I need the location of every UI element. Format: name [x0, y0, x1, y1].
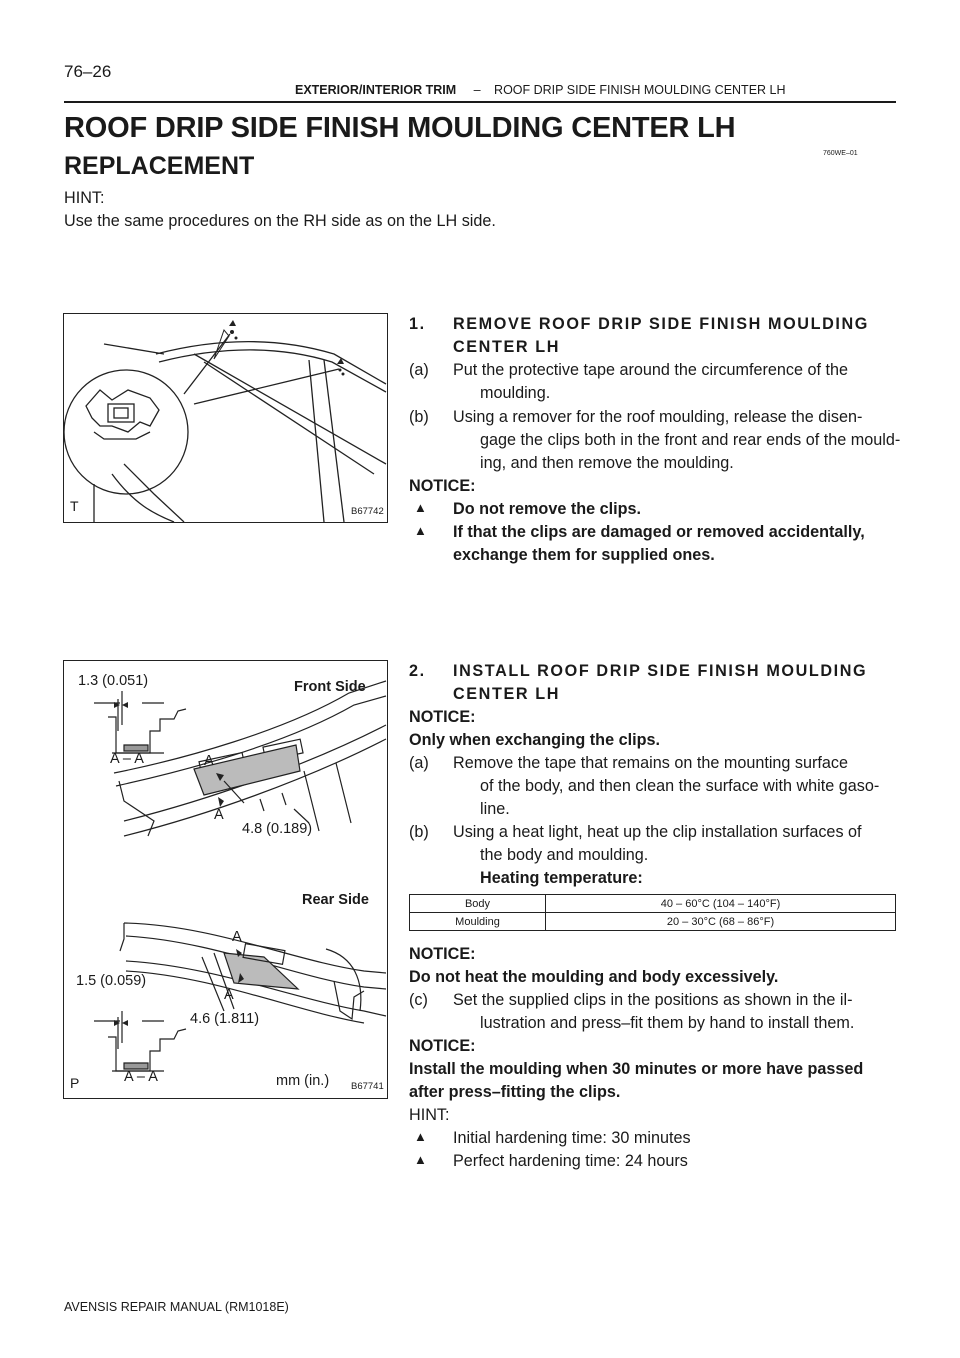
front-side-label: Front Side — [294, 679, 366, 695]
step2-hint-bullet1: Initial hardening time: 30 minutes — [453, 1129, 691, 1147]
step2-notice3-line1: Install the moulding when 30 minutes or more have passed — [409, 1060, 864, 1078]
step2-hint-bullet2: Perfect hardening time: 24 hours — [453, 1152, 688, 1170]
rear-clip-dimension: 4.6 (1.811) — [190, 1011, 260, 1027]
step1-notice-label: NOTICE: — [409, 477, 476, 495]
step1a-label: (a) — [409, 361, 429, 379]
rear-section-aa-label: A – A — [124, 1069, 158, 1085]
section-name: EXTERIOR/INTERIOR TRIM — [295, 83, 457, 97]
rear-cut-a-top: A — [232, 929, 242, 945]
triangle-bullet-icon: ▲ — [414, 1152, 427, 1167]
step2-notice2-text: Do not heat the moulding and body excessively. — [409, 968, 779, 986]
step1b-line3: ing, and then remove the moulding. — [480, 454, 734, 472]
table-row — [410, 895, 896, 913]
step1a-line1: Put the protective tape around the circumference of the — [453, 361, 849, 379]
figure-roof-moulding — [63, 313, 388, 523]
step2a-line1: Remove the tape that remains on the mounting surface — [453, 754, 849, 772]
manual-footer: AVENSIS REPAIR MANUAL (RM1018E) — [64, 1300, 289, 1314]
step1-number: 1. — [409, 315, 426, 333]
step2b-line1: Using a heat light, heat up the clip installation surfaces of — [453, 823, 862, 841]
front-section-aa-label: A – A — [110, 751, 144, 767]
step1-heading-cont: CENTER LH — [453, 338, 561, 356]
rear-side-label: Rear Side — [302, 892, 369, 908]
header-separator: – — [473, 83, 481, 97]
step1-notice-bullet2-cont: exchange them for supplied ones. — [453, 546, 715, 564]
step2-notice1-text: Only when exchanging the clips. — [409, 731, 660, 749]
step1b-line2: gage the clips both in the front and rear ends of the mould- — [480, 431, 901, 449]
page-number: 76–26 — [64, 62, 112, 81]
step2-notice2-label: NOTICE: — [409, 945, 476, 963]
step2-notice3-line2: after press–fitting the clips. — [409, 1083, 621, 1101]
figure2-id: B67741 — [351, 1081, 384, 1092]
step2b-label: (b) — [409, 823, 429, 841]
front-cut-a-bottom: A — [214, 807, 224, 823]
triangle-bullet-icon: ▲ — [414, 500, 427, 515]
step1b-label: (b) — [409, 408, 429, 426]
front-cut-a-top: A — [204, 753, 214, 769]
roof-moulding-illustration — [64, 314, 387, 522]
triangle-bullet-icon: ▲ — [414, 523, 427, 538]
subsection-name: ROOF DRIP SIDE FINISH MOULDING CENTER LH — [494, 83, 786, 97]
figure2-corner-letter: P — [70, 1075, 80, 1091]
step2a-line2: of the body, and then clean the surface with white gaso- — [480, 777, 880, 795]
clip-position-illustration — [64, 661, 387, 1098]
header-rule — [64, 101, 896, 103]
hint-label: HINT: — [64, 189, 105, 207]
step2-notice1-label: NOTICE: — [409, 708, 476, 726]
figure1-corner-letter: T — [70, 498, 79, 514]
step2c-line2: lustration and press–fit them by hand to install them. — [480, 1014, 855, 1032]
front-section-dimension: 1.3 (0.051) — [78, 673, 149, 689]
step2c-line1: Set the supplied clips in the positions as shown in the il- — [453, 991, 853, 1009]
step1a-line2: moulding. — [480, 384, 551, 402]
page-title: ROOF DRIP SIDE FINISH MOULDING CENTER LH — [64, 112, 736, 144]
triangle-bullet-icon: ▲ — [414, 1129, 427, 1144]
heating-temperature-table — [409, 894, 896, 931]
table-row — [410, 913, 896, 931]
step1-notice-bullet2: If that the clips are damaged or removed accidentally, — [453, 523, 865, 541]
document-id: 760WE–01 — [823, 150, 858, 157]
step2c-label: (c) — [409, 991, 428, 1009]
step2b-line2: the body and moulding. — [480, 846, 649, 864]
running-header — [295, 83, 786, 97]
step1-heading: REMOVE ROOF DRIP SIDE FINISH MOULDING — [453, 315, 869, 333]
step2-hint-label: HINT: — [409, 1106, 450, 1124]
step2-number: 2. — [409, 662, 426, 680]
temp-part-cell: Moulding — [410, 913, 546, 931]
step2-notice3-label: NOTICE: — [409, 1037, 476, 1055]
step1b-line1: Using a remover for the roof moulding, release the disen- — [453, 408, 863, 426]
step1-notice-bullet1: Do not remove the clips. — [453, 500, 641, 518]
step2a-line3: line. — [480, 800, 510, 818]
step2-heading-cont: CENTER LH — [453, 685, 561, 703]
step2-heading: INSTALL ROOF DRIP SIDE FINISH MOULDING — [453, 662, 868, 680]
figure-clip-positions — [63, 660, 388, 1099]
unit-label: mm (in.) — [276, 1073, 330, 1089]
heating-temperature-label: Heating temperature: — [480, 869, 643, 887]
step2a-label: (a) — [409, 754, 429, 772]
page-subtitle: REPLACEMENT — [64, 152, 255, 180]
rear-section-dimension: 1.5 (0.059) — [76, 973, 147, 989]
figure1-id: B67742 — [351, 506, 384, 517]
temp-range-cell: 40 – 60°C (104 – 140°F) — [546, 895, 896, 913]
rear-cut-a-bottom: A — [224, 987, 234, 1003]
temp-part-cell: Body — [410, 895, 546, 913]
hint-text: Use the same procedures on the RH side as on the LH side. — [64, 212, 496, 230]
front-clip-dimension: 4.8 (0.189) — [242, 821, 313, 837]
temp-range-cell: 20 – 30°C (68 – 86°F) — [546, 913, 896, 931]
